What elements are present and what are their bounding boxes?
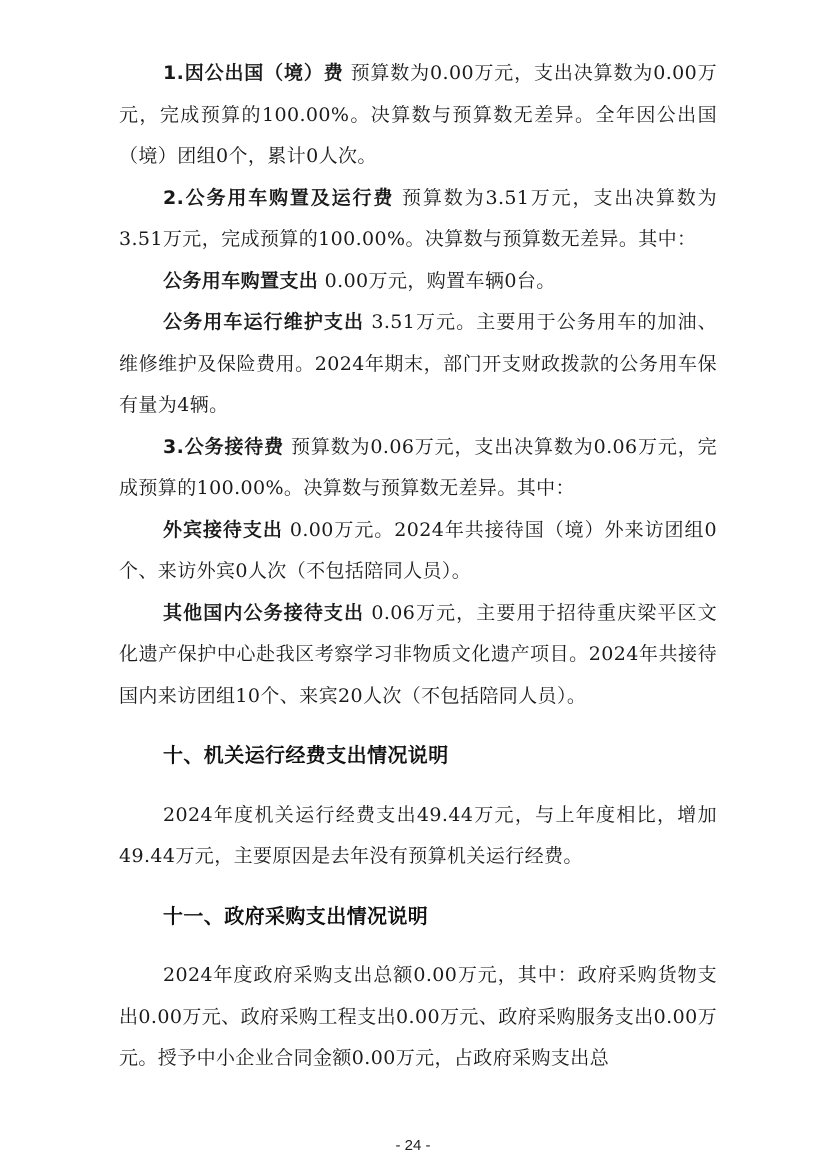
paragraph-foreign-guest-reception xyxy=(119,510,717,593)
paragraph-lead-vehicle-maintenance: 公务用车运行维护支出 xyxy=(163,311,365,333)
section-heading-government-procurement: 十一、政府采购支出情况说明 xyxy=(163,903,429,928)
section-heading-operating-expenses: 十、机关运行经费支出情况说明 xyxy=(163,743,449,767)
paragraph-text-foreign-guest: 0.00万元。2024年共接待国（境）外来访团组0个、来访外宾0人次（不包括陪同人员）。 xyxy=(119,518,717,582)
paragraph-vehicle-purchase xyxy=(119,261,717,303)
paragraph-lead-outbound-travel: 1.因公出国（境）费 xyxy=(163,62,344,84)
paragraph-lead-reception: 3.公务接待费 xyxy=(163,435,285,458)
paragraph-lead-foreign-guest: 外宾接待支出 xyxy=(163,518,283,541)
paragraph-text-vehicle-maintenance: 3.51万元。主要用于公务用车的加油、维修维护及保险费用。2024年期末，部门开支财政拨款的公务用车保有量为4辆。 xyxy=(119,311,717,416)
paragraph-domestic-reception xyxy=(119,593,717,718)
paragraph-lead-vehicle-purchase: 公务用车购置支出 xyxy=(163,269,319,292)
paragraph-vehicle-maintenance xyxy=(119,302,717,427)
paragraph-official-vehicle-fee xyxy=(119,178,717,261)
paragraph-text-domestic-reception: 0.06万元，主要用于招待重庆梁平区文化遗产保护中心赴我区考察学习非物质文化遗产项目。2024年共接待国内来访团组10个、来宾20人次（不包括陪同人员）。 xyxy=(119,601,717,707)
paragraph-text-vehicle-purchase: 0.00万元，购置车辆0台。 xyxy=(318,269,556,292)
paragraph-lead-domestic-reception: 其他国内公务接待支出 xyxy=(163,601,365,624)
paragraph-text-outbound-travel: 预算数为0.00万元，支出决算数为0.00万元，完成预算的100.00%。决算数与预算数无差异。全年因公出国（境）团组0个，累计0人次。 xyxy=(119,62,717,167)
paragraph-reception-fee xyxy=(119,427,717,510)
paragraph-outbound-travel-fee xyxy=(119,53,717,178)
page-number: - 24 - xyxy=(395,1137,431,1154)
paragraph-government-procurement: 2024年度政府采购支出总额0.00万元，其中：政府采购货物支出0.00万元、政府采购工程支出0.00万元、政府采购服务支出0.00万元。授予中小企业合同金额0.00万元，占政府采购支出总 xyxy=(119,964,717,1069)
paragraph-text-reception: 预算数为0.06万元，支出决算数为0.06万元，完成预算的100.00%。决算数与预算数无差异。其中： xyxy=(119,435,717,499)
page-content xyxy=(119,53,717,1080)
paragraph-operating-expenses: 2024年度机关运行经费支出49.44万元，与上年度相比，增加49.44万元，主要原因是去年没有预算机关运行经费。 xyxy=(119,803,717,867)
paragraph-text-official-vehicle: 预算数为3.51万元，支出决算数为3.51万元，完成预算的100.00%。决算数与预算数无差异。其中： xyxy=(119,186,717,250)
paragraph-lead-official-vehicle: 2.公务用车购置及运行费 xyxy=(163,186,395,209)
